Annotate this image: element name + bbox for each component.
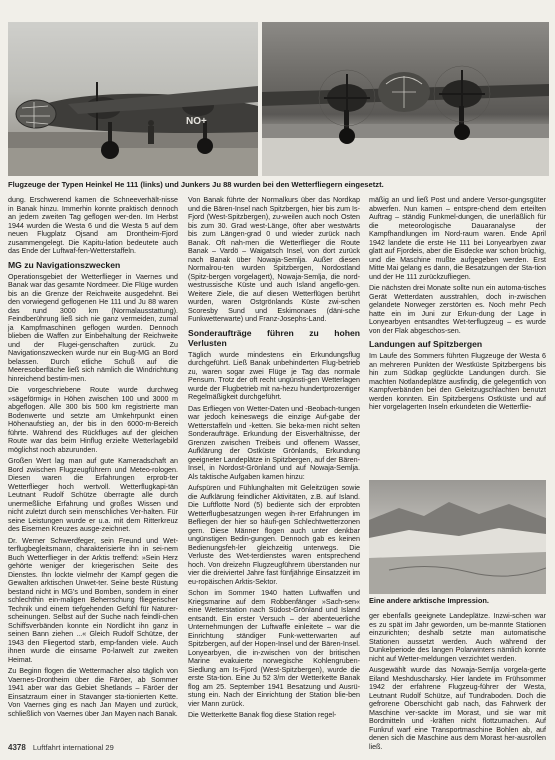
paragraph: Zu Beginn flogen die Wettermacher also täglich von Vaernes-Drontheim über die Färöer, ab Sommer 1941 aber war das Gebiet Shetlands – Färöer der Einsatzraum einer in Stavanger sta-tionierten Kette. Von Vaernes ging es nach Jan Mayen und zurück, schließlich von Vaernes über Jan Mayen nach Banak. xyxy=(8,667,178,718)
paragraph: Die vorgeschriebene Route wurde durchweg »sägeförmig« in Höhen zwischen 100 und 3000 m abgeflogen. Alle 300 bis 500 km registrierte man Bodenwerte und setzte am Umkehrpunkt einen Höhenaufstieg an, der bis in den 6000-m-Bereich führte. Während des Rückfluges auf der gleichen Route war das beim Hinflug erzielte Wetterlagebild möglichst noch abzurunden. xyxy=(8,386,178,454)
paragraph: Die Wetterkette Banak flog diese Station regel- xyxy=(188,711,337,719)
text-column-3-continued xyxy=(369,612,546,751)
paragraph: Operationsgebiet der Wetterflieger in Vaernes und Banak war das gesamte Nordmeer. Die Flüge wurden bis an die Grenze der Reichweite ausgedehnt. Bei den vorwiegend geflogenen He 111 und Ju 88 waren das rund 3000 km (Normalausstattung). Feindberührung ließ sich nie ganz vermeiden, zumal ja Kampfmaschinen geflogen wurden. Dennoch blieben die Waffen zur Einbehaltung der Reichweite und der Flugei-genschaften zurück. Zu Navigationszwecken wurde nur ein Bug-MG an Bord belassen. Durch etliche Schuß auf die Meeresoberfläche ließ sich nämlich die Windrichtung hinreichend bestim-men. xyxy=(8,272,178,383)
paragraph: ger ebenfalls geeignete Landeplätze. Inzwi-schen war es zu spät im Jahr geworden, um be-mannte Stationen einzurichten; deshalb setzte man automatische Stationen aussetzt werden. Auch während der Dunkelperiode des langen Polarwinters nämlich konnte nicht auf Wetter-meldungen verzichtet werden. xyxy=(369,612,546,663)
paragraph: Ausgewählt wurde das Nowaja-Semlja vorgela-gerte Eiland Meshduscharsky. Hier landete im Frühsommer 1942 der erfahrene Flugzeug-führer der Westa, Leutnant Rudolf Schütze, auf Tundraboden. Doch die gefrorene Oberschicht gab nach, das Fahrwerk der Maschine ver-sackte im Morast, und sie war mit Bordmitteln und -kräften nicht flottzumachen. Auf Funkruf warf eine Transportmaschine Bohlen ab, auf denen sich die Maschine aus dem Morast her-ausrollen ließ. xyxy=(369,666,546,751)
photo-junkers-ju88 xyxy=(262,22,549,176)
paragraph: Von Banak führte der Normalkurs über das Nordkap und die Bären-Insel nach Spitzbergen, hier bis zum Is-Fjord (West-Spitzbergen), zu-weilen auch noch Osten bis zum 30. Grad west-Länge, öfter aber westwärts bis zum Längen-grad 0 und wieder zurück nach Banak. Oft nah-men die Wetterflieger die Route Banak – Vardö – Waigatsch Insel, von dort zurück nach Banak über Nowaja-Semlja. Außer diesen Normalrou-ten wurden Spitzbergen, Nordostland (Spitz-bergen vorgelagert), Nowaja-Semlja, die nord-westrussische Küste und auch Island angeflo-gen. Weitere Ziele, die auf diesen Wetterflügen berührt wurden, waren Ostgrönlands Küste zwi-schen Scoresby Sund und Eskimonaes (däni-sche Funkwetterwarte) und Franz-Josephs-Land. xyxy=(188,196,360,323)
text-column-1 xyxy=(8,196,178,721)
paragraph: Schon im Sommer 1940 hatten Luftwaffen und Kriegsmarine auf dem Robbenfänger »Sach-sen« eine Wetterstation nach Südost-Grönland und Island entsandt. Ein erster Versuch – der abenteuerliche Unternehmungen der Luftwaffe einleitete – war die Einrichtung ständiger Funk-wetterwarten auf Spitzbergen, auf der Hopen-Insel und der Bären-Insel. Lonyearbyen, die in-zwischen von der britischen Marine evakuierte norwegische Kohlengruben-Siedlung am Is-Fjord (West-Spitzbergen), wurde die erste Sta-tion. Eine Ju 52 3/m der Wetterkette Banak flog am 25. September 1941 Besatzung und Ausrü-stung ein. Nach der Einrichtung der Station blie-ben vier Mann zurück. xyxy=(188,589,360,708)
photo-caption: Flugzeuge der Typen Heinkel He 111 (links) und Junkers Ju 88 wurden bei den Wetterfliegern eingesetzt. xyxy=(8,180,384,189)
text-column-2 xyxy=(188,196,360,723)
paragraph: Dr. Werner Schwerdfeger, sein Freund und Wet-terflugbegleitsmann, charakterisierte ihn in sei-nem Buch Wetterflieger in der Arktis treffend: »Sein Herz gehörte weniger der kriegerischen Seite des Dienstes. Ihn lockte vielmehr der Kampf gegen die Gewalten arktischen Unwet-ter. Seine beste Rüstung bestand nicht in MG's und Bomben, sondern in einer schlechthin ein-maligen Beherrschung fliegerischer Technik und einem tiefgehenden Gefühl für Naturer-scheinungen. Selbst auf der Suche nach feindli-chen Schiffsverbänden konnte ein Nordlicht ihn ganz in seinen Bann ziehen ...« Gleich Rudolf Schütze, der 1943 den Fliegertod starb, emp-fanden viele. Auch ihnen wurde die einsame Po-larwelt zur zweiten Heimat. xyxy=(8,536,178,664)
section-heading: MG zu Navigationszwecken xyxy=(8,259,121,270)
section-heading: Sonderaufträge führen zu hohen Verlusten xyxy=(188,327,360,348)
page-number: 4378 xyxy=(8,743,26,752)
page-footer xyxy=(8,743,114,752)
paragraph: dung. Erschwerend kamen die Schneeverhält-nisse in Banak hinzu. Immerhin konnte praktisch dennoch an jedem zweiten Tag geflogen wer-den. Im Herbst 1944 wurden die Westa 6 und die Westa 5 auf dem neuen Flugplatz Ojsand am Drontheim-Fjord zusammengelegt. Die Kapitu-lation bedeutete auch das Ende der Luftwaf-fen-Wetterstaffeln. xyxy=(8,196,178,255)
aircraft-marking: NO+ xyxy=(186,116,207,127)
text-column-3 xyxy=(369,196,546,415)
paragraph: Aufspüren und Fühlunghalten mit Geleitzügen sowie die Aufklärung feindlicher Aktivitäten, z.B. auf Island. Die Luftflotte Nord (5) bediente sich der erprobten Wetterflugbesatzungen wegen ih-rer Erfahrungen im Befliegen der hier so häufi-gen Schlechtwetterzonen gern. Diese Männer flogen auch unter denkbar ungünstigen Bedin-gungen. Dennoch gab es keinen Bedienungsfeh-ler gleichzeitig unterwegs. Die Verluste des Wet-terdienstes waren entsprechend hoch. Von dreizehn Flugzeugführern überstanden nur vier die dreiviertel Jahre fast fünfjährige Einsatzzeit im eu-ropäischen Arktis-Sektor. xyxy=(188,484,360,586)
paragraph: Großen Wert lag man auf gute Kameradschaft an Bord zwischen Flugzeugführern und Meteo-rologen. Diesen waren die Erfahrungen erprob-ter Wetterflieger hoch wertvoll. Wetterflugkapi-tän Leutnant Rudolf Schütze überragte alle durch unermeßliche Erfahrung und großes Wissen und nicht zuletzt durch sein menschliches Ver-halten. Für seine Leistungen wurde er u.a. mit dem Ritterkreuz des Eisernen Kreuzes ausge-zeichnet. xyxy=(8,457,178,533)
paragraph: Die nächsten drei Monate sollte nun ein automa-tisches Gerät Wetterdaten ausstrahlen, doch in-zwischen gelandete Norweger zerstörten es. Noch mehr Pech hatte ein im Juni zur Erkun-dung der Lage in Lonyearbyen entsandtes Wet-terflugzeug – es wurde von der Flak abgeschos-sen. xyxy=(369,284,546,335)
paragraph: Täglich wurde mindestens ein Erkundungsflug durchgeführt. Ließ Banak unbehinderten Flug-betrieb zu, waren sogar zwei Flüge je Tag das normale Pensum. Trotz der oft recht ungünsti-gen Wetterlagen wurde der Flugbetrieb mit na-hezu hundertprozentiger Regelmäßigkeit durchgeführt. xyxy=(188,350,360,401)
photo-heinkel-he111 xyxy=(8,22,258,176)
photo-caption-bottom: Eine andere arktische Impression. xyxy=(369,596,489,605)
paragraph: Das Erfliegen von Wetter-Daten und -Beobach-tungen war jedoch keineswegs die einzige Auf-gabe der Wetterstaffeln und -ketten. Sie beka-men nicht selten Sonderaufträge. Erkundung der Eisverhältnisse, der Grenzen zwischen Treibeis und offenem Wasser, Aufklärung der Ostküste Grönlands, Erkundung geeigneter Landeplätze in Spitzbergen, auf der Bären-Insel, in Nordost-Grönland und auf Nowaja-Semlja. Als taktische Aufgaben kamen hinzu: xyxy=(188,404,360,481)
paragraph: mäßig an und ließ Post und andere Versor-gungsgüter abwerfen. Nun kamen – entspre-chend dem erteilten Auftrag – ständig Funkmel-dungen, die unerläßlich für die meteorologische Dauaranalyse der Kampfhandlungen im Nord-raum waren. Ende April 1942 landete die erste He 111 bei Lonyearbyen zwar glatt auf Fjordeis, aber die Eisdecke war schon brüchig, und die Maschine mußte aufgegeben werden. Erst Mitte Mai gelang es dann, die Besatzungen der Sta-tion und der He 111 zurückzufliegen. xyxy=(369,196,546,281)
photo-arctic-impression xyxy=(369,480,546,594)
paragraph: Im Laufe des Sommers führten Flugzeuge der Westa 6 an mehreren Punkten der Westküste Spitzbergens bis hin zum Südkap geglückte Landungen durch. Sie machten Notlandeplätze ausfindig, die gelegentlich von Kampfverbänden bei den Geleitzugschlachten benutzt werden konnten. Ein Spitzbergens Ostküste und auf hier vorgelagerten Inseln erkundeten die Wetterflie- xyxy=(369,352,546,411)
publication-name: Luftfahrt international 29 xyxy=(32,743,114,752)
section-heading: Landungen auf Spitzbergen xyxy=(369,339,483,349)
